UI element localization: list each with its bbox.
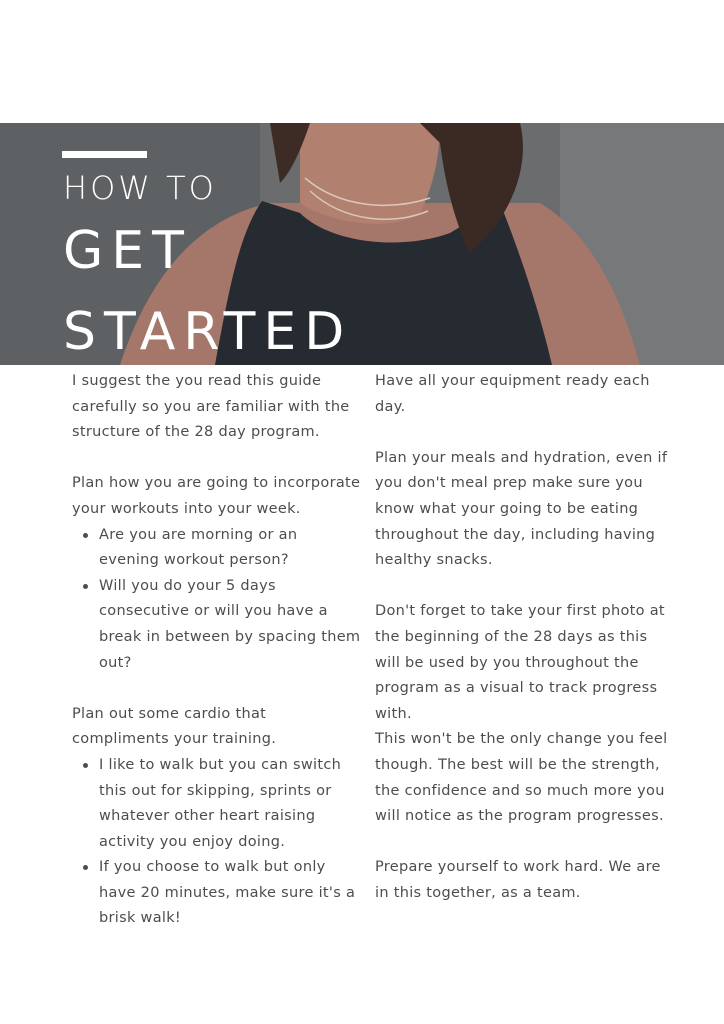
paragraph: This won't be the only change you feel though. The best will be the strength, the confidence and so much more you will notice as the program progresses. [375,731,668,825]
paragraph: I suggest the you read this guide carefully so you are familiar with the structure of the 28 day program. [72,373,350,441]
paragraph: Plan out some cardio that compliments your training. [72,705,277,748]
paragraph: Have all your equipment ready each day. [375,373,650,415]
paragraph: Plan how you are going to incorporate your workouts into your week. [72,475,361,517]
right-column [375,369,675,906]
bullet-list [72,523,362,677]
left-column [72,369,362,932]
list-item: Are you are morning or an evening workout person? [99,523,362,574]
title-get: GET [63,221,192,281]
paragraph: Prepare yourself to work hard. We are in this together, as a team. [375,859,661,901]
title-started: STARTED [63,302,353,362]
bullet-list [72,753,362,932]
list-item: Will you do your 5 days consecutive or will you have a break in between by spacing them out? [99,574,362,676]
list-item: If you choose to walk but only have 20 minutes, make sure it's a brisk walk! [99,855,362,932]
list-item: I like to walk but you can switch this out for skipping, sprints or whatever other heart raising activity you enjoy doing. [99,753,362,855]
title-how-to: HOW TO [63,169,217,207]
title-accent-bar [62,151,147,158]
paragraph: Don't forget to take your first photo at the beginning of the 28 days as this will be used by you throughout the program as a visual to track progress with. [375,603,665,722]
paragraph: Plan your meals and hydration, even if you don't meal prep make sure you know what your going to be eating throughout the day, including having healthy snacks. [375,449,668,569]
